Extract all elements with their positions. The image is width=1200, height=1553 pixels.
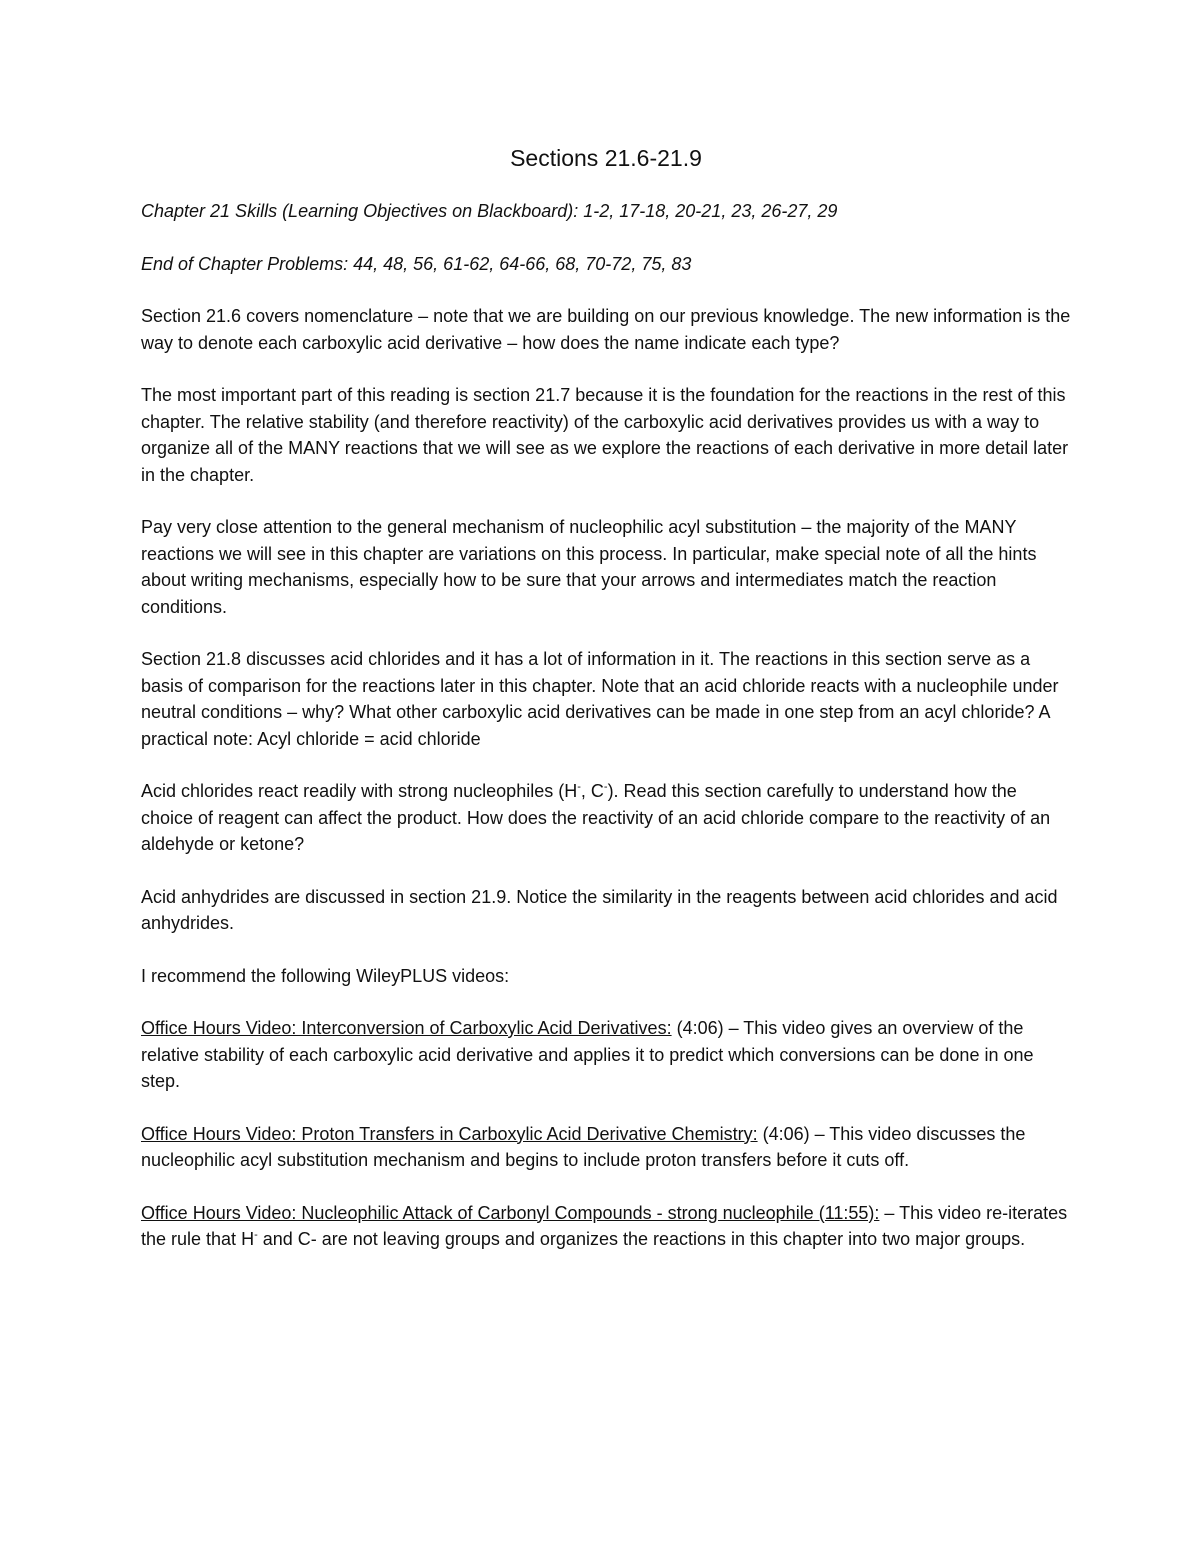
strong-nuc-text-2: , C: [580, 781, 604, 801]
video-item: [141, 1121, 1071, 1174]
strong-nuc-text-1: Acid chlorides react readily with strong nucleophiles (H: [141, 781, 578, 801]
important-paragraph: The most important part of this reading is section 21.7 because it is the foundation for the reactions in the rest of this chapter. The relative stability (and therefore reactivity) of the carboxylic acid derivatives provides us with a way to organize all of the MANY reactions that we will see as we explore the reactions of each derivative in more detail later in the chapter.: [141, 385, 1069, 485]
problems-line: End of Chapter Problems: 44, 48, 56, 61-62, 64-66, 68, 70-72, 75, 83: [141, 253, 692, 274]
nomenclature-paragraph: Section 21.6 covers nomenclature – note that we are building on our previous knowledge. The new information is the way to denote each carboxylic acid derivative – how does the name indicate each type?: [141, 306, 1071, 353]
video-description: – This video re-iterates the rule that H: [141, 1202, 1068, 1249]
superscript-minus: -: [254, 1229, 258, 1241]
video-link[interactable]: Office Hours Video: Interconversion of Carboxylic Acid Derivatives:: [141, 1018, 672, 1038]
document-page: [141, 140, 1071, 1279]
video-description: (4:06) – This video gives an overview of the relative stability of each carboxylic acid derivative and applies it to predict which conversions can be done in one step.: [141, 1018, 1034, 1091]
video-link[interactable]: Office Hours Video: Proton Transfers in Carboxylic Acid Derivative Chemistry:: [141, 1123, 758, 1144]
video-link[interactable]: Office Hours Video: Nucleophilic Attack of Carbonyl Compounds - strong nucleophile (11:55):: [141, 1202, 880, 1223]
skills-line: Chapter 21 Skills (Learning Objectives on Blackboard): 1-2, 17-18, 20-21, 23, 26-27, 29: [141, 201, 838, 221]
recommend-line: I recommend the following WileyPLUS videos:: [141, 965, 510, 986]
superscript-minus: -: [603, 781, 608, 793]
strong-nucleophiles-paragraph: [141, 778, 1071, 858]
acid-chlorides-paragraph: Section 21.8 discusses acid chlorides and it has a lot of information in it. The reactions in this section serve as a basis of comparison for the reactions later in this chapter. Note that an acid chloride reacts with a nucleophile under neutral conditions – why? What other carboxylic acid derivatives can be made in one step from an acyl chloride? A practical note: Acyl chloride = acid chloride: [141, 649, 1059, 749]
strong-nuc-text-3: ). Read this section carefully to understand how the choice of reagent can affect the product. How does the reactivity of an acid chloride compare to the reactivity of an aldehyde or ketone?: [141, 781, 1051, 854]
superscript-minus: -: [577, 781, 581, 793]
video-item: [141, 1015, 1071, 1095]
mechanism-paragraph: Pay very close attention to the general mechanism of nucleophilic acyl substitution – the majority of the MANY reactions we will see in this chapter are variations on this process. In particular, make special note of all the hints about writing mechanisms, especially how to be sure that your arrows and intermediates match the reaction conditions.: [141, 517, 1037, 617]
anhydrides-paragraph: Acid anhydrides are discussed in section 21.9. Notice the similarity in the reagents between acid chlorides and acid anhydrides.: [141, 886, 1058, 933]
video-item: [141, 1200, 1071, 1253]
video-description-end: and C- are not leaving groups and organizes the reactions in this chapter into two major groups.: [257, 1229, 1026, 1249]
video-description: (4:06) – This video discusses the nucleophilic acyl substitution mechanism and begins to include proton transfers before it cuts off.: [141, 1123, 1026, 1170]
page-title: Sections 21.6-21.9: [510, 145, 702, 171]
